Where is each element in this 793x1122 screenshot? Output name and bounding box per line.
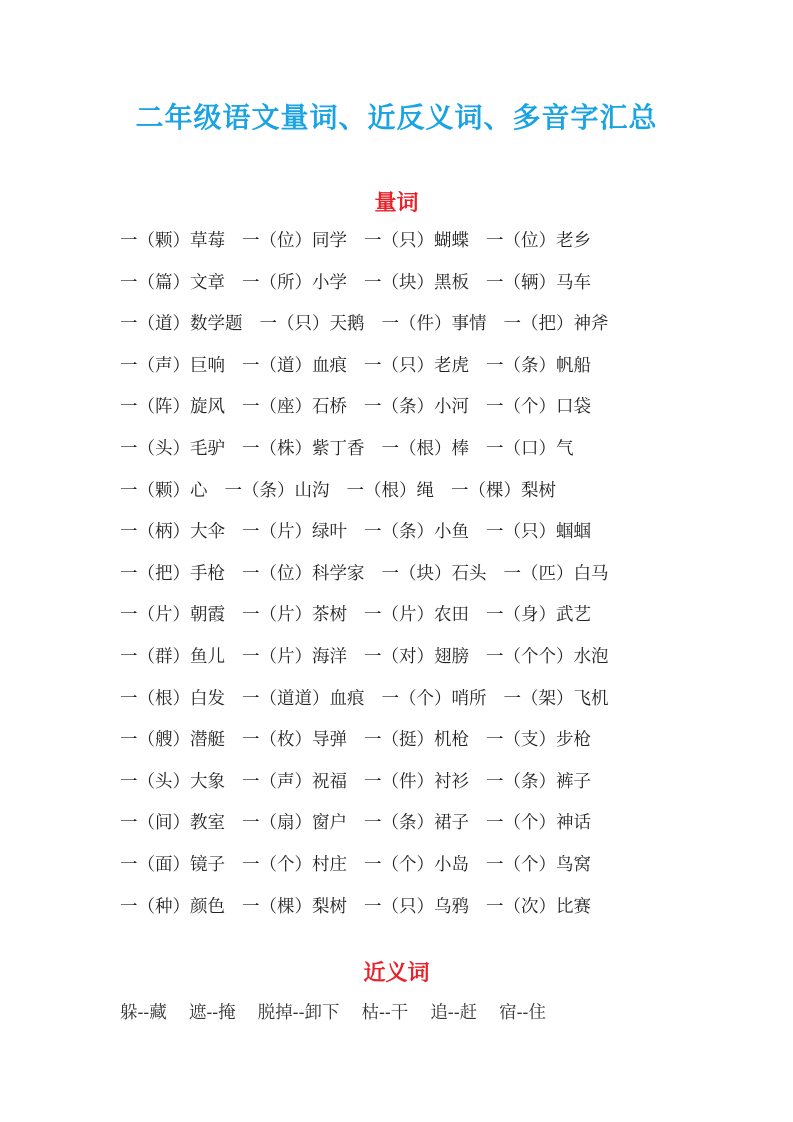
measure-word-item: 一（条）裙子 [364,813,469,834]
measure-word-item: 一（颗）草莓 [120,231,225,251]
measure-word-item: 一（所）小学 [242,272,347,293]
measure-word-item: 一（阵）旋风 [120,397,225,418]
measure-word-item: 一（个个）水泡 [486,646,609,667]
measure-word-item: 一（间）教室 [120,813,225,834]
measure-word-item: 一（挺）机枪 [364,730,469,751]
synonym-pair: 枯--干 [361,1003,409,1023]
measure-word-row [120,270,626,312]
measure-word-item: 一（匹）白马 [503,563,609,584]
measure-word-row [120,686,626,728]
measure-word-item: 一（次）比赛 [486,896,591,917]
measure-word-item: 一（群）鱼儿 [120,646,225,667]
measure-word-row [120,644,626,686]
measure-word-item: 一（条）小鱼 [364,522,469,543]
measure-word-item: 一（支）步枪 [486,730,591,751]
measure-word-item: 一（片）朝霞 [120,605,225,626]
measure-word-item: 一（枚）导弹 [242,730,347,751]
measure-word-item: 一（个）神话 [486,813,591,834]
measure-word-item: 一（根）绳 [346,480,434,501]
measure-word-item: 一（架）飞机 [503,688,609,709]
measure-word-row [120,478,626,520]
measure-word-item: 一（道道）血痕 [242,688,365,709]
measure-word-item: 一（个）鸟窝 [486,854,591,875]
measure-word-item: 一（柄）大伞 [120,522,225,543]
measure-word-item: 一（面）镜子 [120,854,225,875]
measure-word-item: 一（把）神斧 [503,314,609,335]
synonyms-list [120,999,568,1024]
measure-word-item: 一（声）祝福 [242,771,347,792]
measure-word-row [120,727,626,769]
measure-word-item: 一（件）衬衫 [364,771,469,792]
measure-word-item: 一（棵）梨树 [242,896,347,917]
synonym-pair: 追--赶 [430,1003,478,1023]
measure-word-item: 一（位）科学家 [242,563,365,584]
measure-word-row [120,519,626,561]
section-heading-measure-words: 量词 [374,191,419,216]
measure-word-item: 一（个）口袋 [486,397,591,418]
measure-word-row [120,810,626,852]
synonym-pair: 躲--藏 [120,1003,167,1023]
measure-word-item: 一（只）老虎 [364,355,469,376]
synonym-pair: 遮--掩 [188,1003,236,1023]
measure-word-item: 一（扇）窗户 [242,813,347,834]
synonym-pair: 宿--住 [499,1003,546,1023]
measure-word-row [120,561,626,603]
measure-word-row [120,311,626,353]
measure-word-item: 一（件）事情 [381,314,487,335]
measure-word-row [120,353,626,395]
measure-word-item: 一（根）棒 [381,438,469,459]
measure-words-list [120,228,626,935]
measure-word-item: 一（株）紫丁香 [242,438,365,459]
measure-word-item: 一（辆）马车 [486,272,591,293]
measure-word-item: 一（位）同学 [242,231,347,251]
measure-word-item: 一（篇）文章 [120,272,225,293]
measure-word-item: 一（座）石桥 [242,397,347,418]
measure-word-item: 一（种）颜色 [120,896,225,917]
measure-word-item: 一（棵）梨树 [451,480,556,501]
measure-word-item: 一（个）哨所 [381,688,487,709]
measure-word-item: 一（片）海洋 [242,646,347,667]
measure-word-item: 一（片）茶树 [242,605,347,626]
measure-word-row [120,852,626,894]
measure-word-row [120,769,626,811]
measure-word-item: 一（片）农田 [364,605,469,626]
measure-word-item: 一（身）武艺 [486,605,591,626]
measure-word-item: 一（位）老乡 [486,231,591,251]
page-title: 二年级语文量词、近反义词、多音字汇总 [135,101,658,134]
measure-word-item: 一（条）裤子 [486,771,591,792]
measure-word-row [120,894,626,936]
measure-word-item: 一（个）小岛 [364,854,469,875]
measure-word-item: 一（个）村庄 [242,854,347,875]
measure-word-item: 一（颗）心 [120,480,208,501]
measure-word-item: 一（头）大象 [120,771,225,792]
measure-word-item: 一（只）乌鸦 [364,896,469,917]
measure-word-item: 一（道）数学题 [120,314,243,335]
measure-word-item: 一（只）蝴蝶 [364,231,469,251]
measure-word-row [120,394,626,436]
measure-word-item: 一（只）蝈蝈 [486,522,591,543]
measure-word-item: 一（条）帆船 [486,355,591,376]
measure-word-item: 一（声）巨响 [120,355,225,376]
measure-word-item: 一（对）翅膀 [364,646,469,667]
measure-word-row [120,436,626,478]
measure-word-item: 一（条）小河 [364,397,469,418]
measure-word-item: 一（块）黑板 [364,272,469,293]
measure-word-item: 一（口）气 [486,438,574,459]
measure-word-item: 一（根）白发 [120,688,225,709]
measure-word-item: 一（条）山沟 [224,480,330,501]
measure-word-item: 一（片）绿叶 [242,522,347,543]
synonym-pair: 脱掉--卸下 [257,1003,340,1023]
measure-word-item: 一（只）天鹅 [259,314,365,335]
measure-word-item: 一（道）血痕 [242,355,347,376]
measure-word-row [120,228,626,270]
measure-word-item: 一（块）石头 [381,563,487,584]
measure-word-item: 一（头）毛驴 [120,438,225,459]
measure-word-item: 一（把）手枪 [120,563,225,584]
section-heading-synonyms: 近义词 [363,961,430,986]
measure-word-item: 一（艘）潜艇 [120,730,225,751]
measure-word-row [120,602,626,644]
